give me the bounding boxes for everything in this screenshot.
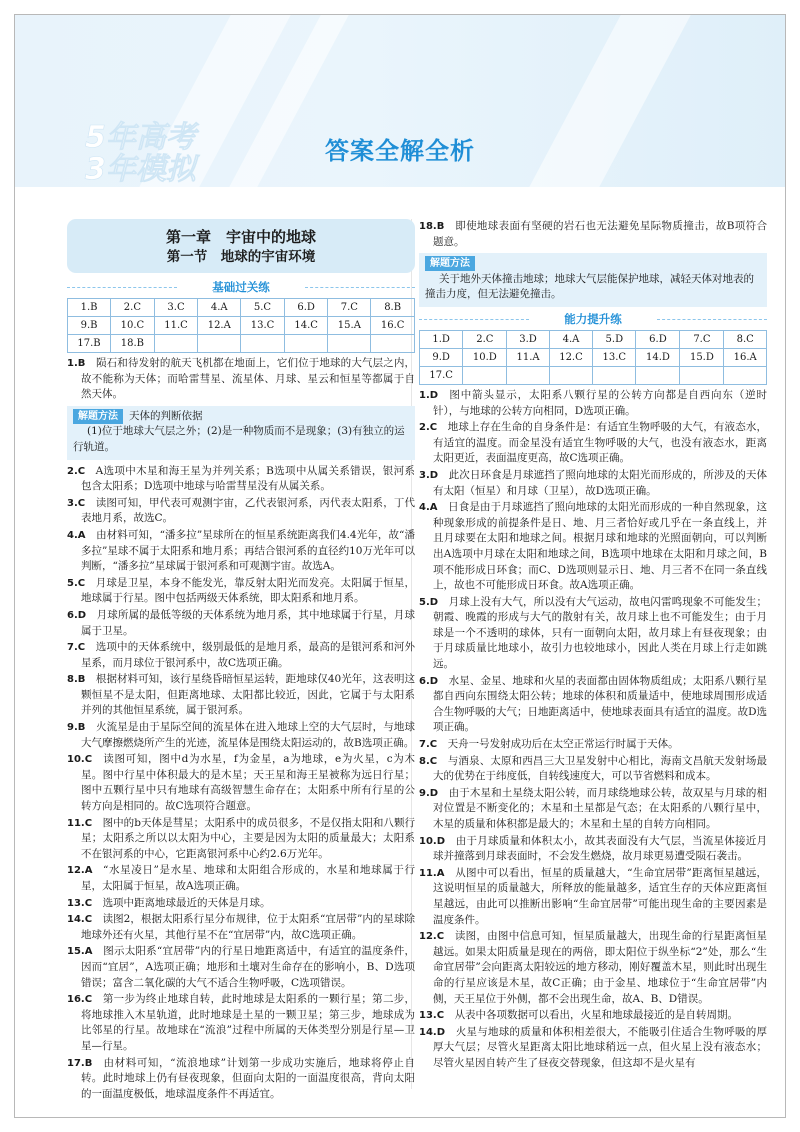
answer-text: 水星、金星、地球和火星的表面都由固体物质组成；太阳系八颗行星都自西向东围绕太阳公转；地球的体积和质量适中，使地球周围形成适合生物呼吸的大气；日地距离适中，使地球表面具有适宜的温度。故D选项正确。 <box>433 674 767 734</box>
answer-explanation <box>67 464 415 495</box>
answer-cell: 4.A <box>198 299 241 317</box>
answer-text: 读图2，根据太阳系行星分布规律，位于太阳系“宜居带”内的星球除地球外还有火星，其他行星不在“宜居带”内，故C选项正确。 <box>81 913 415 941</box>
answer-text: 选项中的天体系统中，级别最低的是地月系，最高的是银河系和河外星系，而月球位于银河系中，故C选项正确。 <box>81 641 415 669</box>
answer-explanation <box>67 816 415 863</box>
right-column <box>419 219 767 1073</box>
answer-row <box>68 317 415 335</box>
left-answers <box>67 356 415 1102</box>
answer-cell <box>724 366 767 384</box>
method-label: 解题方法 <box>73 409 123 424</box>
answer-cell: 10.C <box>111 317 155 335</box>
answer-cell: 12.A <box>198 317 241 335</box>
answer-number: 15.A <box>67 946 93 958</box>
answer-explanation <box>419 219 767 250</box>
answer-text: 此次日环食是月球遮挡了照向地球的太阳光而形成的，所涉及的天体有太阳（恒星）和月球（卫星），故D选项正确。 <box>433 468 767 497</box>
answer-number: 1.D <box>419 389 439 401</box>
answer-cell: 6.D <box>284 299 328 317</box>
answer-text: 从图中可以看出，恒星的质量越大，“生命宜居带”距离恒星越远，这说明恒星的质量越大，所释放的能量越多，适宜生存的天体应距离恒星越远，由此可以推断出影响“生命宜居带”可能出现生命的主要因素是温度条件。 <box>433 866 767 926</box>
answer-cell: 1.D <box>420 330 463 348</box>
answer-cell: 5.C <box>241 299 285 317</box>
answer-explanation <box>67 576 415 607</box>
answer-text: 图中的b天体是彗星；太阳系中的成员很多，不是仅指太阳和八颗行星；太阳系之所以以太阳为中心，主要是因为太阳的质量最大；太阳系不在银河系的中心，它距离银河系中心约2.6万光年。 <box>81 816 415 860</box>
answer-cell: 5.D <box>593 330 636 348</box>
answer-explanation <box>419 388 767 419</box>
answer-cell: 14.C <box>284 317 328 335</box>
answer-explanation <box>419 754 767 785</box>
answer-explanation <box>419 595 767 673</box>
answer-explanation <box>67 528 415 575</box>
answer-explanation <box>419 737 767 753</box>
answer-explanation <box>419 834 767 865</box>
answer-explanation <box>67 944 415 991</box>
answer-explanation <box>67 356 415 403</box>
section-title: 第一节 地球的宇宙环境 <box>166 249 316 265</box>
answer-cell: 18.B <box>111 335 155 353</box>
answer-cell: 13.C <box>241 317 285 335</box>
answer-cell: 13.C <box>593 348 636 366</box>
answer-number: 8.C <box>419 755 438 767</box>
answer-cell: 3.D <box>507 330 550 348</box>
answer-cell: 2.C <box>111 299 155 317</box>
method-label: 解题方法 <box>425 256 475 271</box>
method-box <box>419 253 767 307</box>
answer-text: 月球是卫星，本身不能发光，靠反射太阳光而发亮。太阳属于恒星，地球属于行星。图中包括两级天体系统，即太阳系和地月系。 <box>81 576 415 605</box>
answer-number: 12.A <box>67 865 93 877</box>
answer-text: 即使地球表面有坚硬的岩石也无法避免星际物质撞击，故B项符合题意。 <box>433 220 767 248</box>
answer-cell: 9.B <box>68 317 111 335</box>
answer-text: 图示太阳系“宜居带”内的行星日地距离适中，有适宜的温度条件，因而“宜居”，A选项正确；地形和土壤对生命存在的影响小，B、D选项错误；富含二氧化碳的大气不适合生物呼吸，C选项错误。 <box>81 945 415 989</box>
answer-text: 读图可知，甲代表可观测宇宙，乙代表银河系，丙代表太阳系，丁代表地月系，故选C。 <box>81 496 415 525</box>
answer-text: 月球上没有大气，所以没有大气运动，故电闪雷鸣现象不可能发生；朝霞、晚霞的形成与大气的散射有关，故月球上也不可能发生；由于月球是一个不透明的球体，只有一面朝向太阳，故月球上有昼夜现象；由于月球质量比地球小，故引力也较地球小，因此人类在月球上行走如跳远。 <box>433 595 767 671</box>
answer-number: 12.C <box>419 931 445 943</box>
answer-text: 火星与地球的质量和体积相差很大，不能吸引住适合生物呼吸的厚厚大气层；尽管火星距离太阳比地球稍远一点，但火星上没有液态水；尽管火星因自转产生了昼夜交替现象，但这却不是火星有 <box>433 1025 767 1069</box>
chapter-box <box>67 219 415 273</box>
answer-number: 5.D <box>419 596 439 608</box>
answer-number: 1.B <box>67 358 86 369</box>
answer-text: 天舟一号发射成功后在太空正常运行时属于天体。 <box>447 738 679 751</box>
page-frame <box>14 14 786 1118</box>
answer-explanation <box>67 720 415 751</box>
answer-cell: 6.D <box>636 330 680 348</box>
answer-text: 图中箭头显示，太阳系八颗行星的公转方向都是自西向东（逆时针），与地球的公转方向相同，D选项正确。 <box>433 388 767 417</box>
answer-text: 选项中距离地球最近的天体是月球。 <box>102 896 271 909</box>
answer-row <box>420 348 767 366</box>
answer-cell: 15.D <box>680 348 724 366</box>
answer-explanation <box>419 1008 767 1024</box>
answer-explanation <box>67 992 415 1054</box>
answer-cell <box>507 366 550 384</box>
answer-cell: 16.C <box>371 317 415 335</box>
answer-number: 13.C <box>419 1010 445 1022</box>
answer-explanation <box>67 752 415 814</box>
answer-text: 从表中各项数据可以看出，火星和地球最接近的是自转周期。 <box>454 1009 739 1022</box>
answer-explanation <box>419 500 767 594</box>
left-column <box>67 219 415 1103</box>
answer-explanation <box>419 468 767 499</box>
answer-text: 由于月球质量和体积太小，故其表面没有大气层，当流星体接近月球并撞落到月球表面时，不会发生燃烧，故月球更易遭受陨石袭击。 <box>433 834 767 863</box>
answer-text: 日食是由于月球遮挡了照向地球的太阳光而形成的一种自然现象，这种现象形成的前提条件是日、地、月三者恰好或几乎在一条直线上，并且月球要在太阳和地球之间。根据月球和地球的光照面朝向，可以判断出A选项中月球在太阳和地球之间，B选项中地球在太阳和月球之间，B项不能形成日环食；而C、D选项则显示日、地、月三者不在同一条直线上，故也不可能形成日环食。故A选项正确。 <box>433 501 767 592</box>
answer-number: 18.B <box>419 221 445 232</box>
page-title: 答案全解全析 <box>325 137 475 165</box>
answer-cell: 7.C <box>680 330 724 348</box>
answer-number: 11.A <box>419 867 445 879</box>
answer-cell: 1.B <box>68 299 111 317</box>
answer-number: 11.C <box>67 817 93 829</box>
answer-cell: 17.C <box>420 366 463 384</box>
answer-number: 3.C <box>67 497 86 509</box>
answer-cell: 3.C <box>154 299 198 317</box>
answer-text: 根据材料可知，该行星绕昏暗恒星运转，距地球仅40光年，这表明这颗恒星不是太阳，但距离地球、太阳都比较近，因此，它属于与太阳系并列的其他恒星系统，属于银河系。 <box>81 673 415 717</box>
answer-text: 由于木星和土星绕太阳公转，而月球绕地球公转，故双星与月球的相对位置是不断变化的；木星和土星都是气态；在太阳系的八颗行星中，木星的质量和体积都是最大的；木星和土星的自转方向相同。 <box>433 786 767 830</box>
answer-explanation <box>419 420 767 467</box>
answer-explanation <box>67 863 415 894</box>
answer-number: 6.D <box>419 675 439 687</box>
answer-explanation <box>419 786 767 833</box>
answer-cell <box>241 335 285 353</box>
answer-cell <box>371 335 415 353</box>
answer-number: 2.C <box>67 465 86 477</box>
answer-text: 由材料可知，“流浪地球”计划第一步成功实施后，地球将停止自转。此时地球上仍有昼夜现象，但面向太阳的一面温度很高，背向太阳的一面温度极低，地球温度条件不再适宜。 <box>81 1056 415 1100</box>
answer-cell: 17.B <box>68 335 111 353</box>
answer-number: 6.D <box>67 609 87 621</box>
answer-number: 5.C <box>67 577 86 589</box>
answer-number: 10.D <box>419 835 446 847</box>
answer-text: 陨石和待发射的航天飞机都在地面上，它们位于地球的大气层之内，故不能称为天体；而哈雷彗星、流星体、月球、星云和恒星等都属于自然天体。 <box>81 357 415 401</box>
method-body: (1)位于地球大气层之外；(2)是一种物质而不是现象；(3)有独立的运行轨道。 <box>73 425 405 453</box>
answer-number: 17.B <box>67 1057 93 1069</box>
answer-cell <box>680 366 724 384</box>
answer-explanation <box>67 640 415 671</box>
answer-cell <box>549 366 592 384</box>
answer-explanation <box>419 674 767 736</box>
answer-cell <box>328 335 371 353</box>
answer-explanation <box>67 912 415 943</box>
answer-cell <box>593 366 636 384</box>
answer-cell: 12.C <box>549 348 592 366</box>
answer-cell <box>154 335 198 353</box>
answer-number: 14.D <box>419 1026 446 1038</box>
answer-text: “水星凌日”是水星、地球和太阳组合形成的，水星和地球属于行星，太阳属于恒星，故A选项正确。 <box>81 864 415 892</box>
answer-number: 13.C <box>67 897 93 909</box>
method-box <box>67 406 415 460</box>
answer-number: 10.C <box>67 754 93 766</box>
answer-text: 火流星是由于星际空间的流星体在进入地球上空的大气层时，与地球大气摩擦燃烧所产生的光迹，流星体是围绕太阳运动的，故B选项正确。 <box>81 721 415 749</box>
answer-cell: 11.A <box>507 348 550 366</box>
logo-line-1: 5年高考 <box>85 120 196 155</box>
answer-number: 14.C <box>67 914 93 926</box>
answer-cell: 9.D <box>420 348 463 366</box>
answer-cell: 10.D <box>463 348 507 366</box>
answer-number: 7.C <box>419 739 438 751</box>
answer-number: 9.D <box>419 787 439 799</box>
answer-cell: 15.A <box>328 317 371 335</box>
answer-cell: 16.A <box>724 348 767 366</box>
answer-cell: 4.A <box>549 330 592 348</box>
answer-explanation <box>67 608 415 639</box>
answer-number: 9.B <box>67 722 86 734</box>
answer-text: A选项中木星和海王星为并列关系；B选项中从属关系错误，银河系包含太阳系；D选项中地球与哈雷彗星没有从属关系。 <box>81 464 415 493</box>
answer-explanation <box>67 496 415 527</box>
answer-explanation <box>67 1056 415 1103</box>
answer-number: 3.D <box>419 469 439 481</box>
answer-number: 4.A <box>419 502 438 514</box>
answer-number: 7.C <box>67 642 86 654</box>
answer-cell: 8.C <box>724 330 767 348</box>
basic-heading: 基础过关练 <box>67 279 415 295</box>
answer-number: 8.B <box>67 674 86 686</box>
answer-text: 第一步为终止地球自转，此时地球是太阳系的一颗行星；第二步，将地球推入木星轨道，此时地球是土星的一颗卫星；第三步，地球成为比邻星的行星。故地球在“流浪”过程中所属的天体类型分别是行星—卫星—行星。 <box>81 993 415 1052</box>
answer-text: 读图可知，图中d为水星，f为金星，a为地球，e为火星，c为木星。图中行星中体积最大的是木星；天王星和海王星被称为远日行星；图中五颗行星中只有地球有高级智慧生命存在；太阳系中所有行星的公转方向是相同的。故C选项符合题意。 <box>81 753 415 813</box>
advanced-answer-table <box>419 330 767 385</box>
answer-row <box>420 330 767 348</box>
answer-cell <box>284 335 328 353</box>
answer-number: 16.C <box>67 994 93 1006</box>
answer-explanation <box>67 672 415 719</box>
answer-explanation <box>419 1025 767 1072</box>
answer-cell: 8.B <box>371 299 415 317</box>
answer-cell: 7.C <box>328 299 371 317</box>
answer-number: 2.C <box>419 422 438 434</box>
method-body: 关于地外天体撞击地球；地球大气层能保护地球，减轻天体对地表的撞击力度，但无法避免撞击。 <box>425 272 754 301</box>
header-banner <box>15 15 785 187</box>
answer-row <box>68 335 415 353</box>
answer-cell: 2.C <box>463 330 507 348</box>
right-answers-top <box>419 219 767 307</box>
answer-text: 读图，由图中信息可知，恒星质量越大，出现生命的行星距离恒星越远。如果太阳质量是现在的两倍，即太阳位于纵坐标“2”处，那么“生命宜居带”会向距离太阳较远的地方移动，刚好覆盖木星，则此时出现生命的行星应该是木星，故C正确；由于金星、地球位于“生命宜居带”内侧，天王星位于外侧，都不会出现生命，故A、B、D错误。 <box>433 930 767 1005</box>
answer-cell <box>198 335 241 353</box>
answer-text: 地球上存在生命的自身条件是：有适宜生物呼吸的大气，有液态水，有适宜的温度。而金星没有适宜生物呼吸的大气，也没有液态水，距离太阳更近，表面温度更高，故C选项正确。 <box>433 421 767 465</box>
right-answers <box>419 388 767 1072</box>
answer-row <box>68 299 415 317</box>
logo-line-2: 3年模拟 <box>85 152 196 187</box>
answer-explanation <box>67 896 415 912</box>
answer-number: 4.A <box>67 529 86 541</box>
basic-answer-table <box>67 298 415 353</box>
method-title: 天体的判断依据 <box>129 409 203 422</box>
answer-explanation <box>419 929 767 1007</box>
answer-row <box>420 366 767 384</box>
answer-text: 与酒泉、太原和西昌三大卫星发射中心相比，海南文昌航天发射场最大的优势在于纬度低，自转线速度大，可以节省燃料和成本。 <box>433 754 767 783</box>
answer-text: 月球所属的最低等级的天体系统为地月系，其中地球属于行星，月球属于卫星。 <box>81 608 415 637</box>
answer-cell <box>636 366 680 384</box>
answer-cell: 11.C <box>154 317 198 335</box>
answer-explanation <box>419 866 767 928</box>
answer-cell <box>463 366 507 384</box>
answer-text: 由材料可知，“潘多拉”星球所在的恒星系统距离我们4.4光年，故“潘多拉”星球不属于太阳系和地月系；再结合银河系的直径约10万光年可以判断，“潘多拉”星球属于银河系和可观测宇宙。故选A。 <box>81 528 415 573</box>
answer-cell: 14.D <box>636 348 680 366</box>
advanced-heading: 能力提升练 <box>419 311 767 327</box>
chapter-title: 第一章 宇宙中的地球 <box>165 228 316 246</box>
